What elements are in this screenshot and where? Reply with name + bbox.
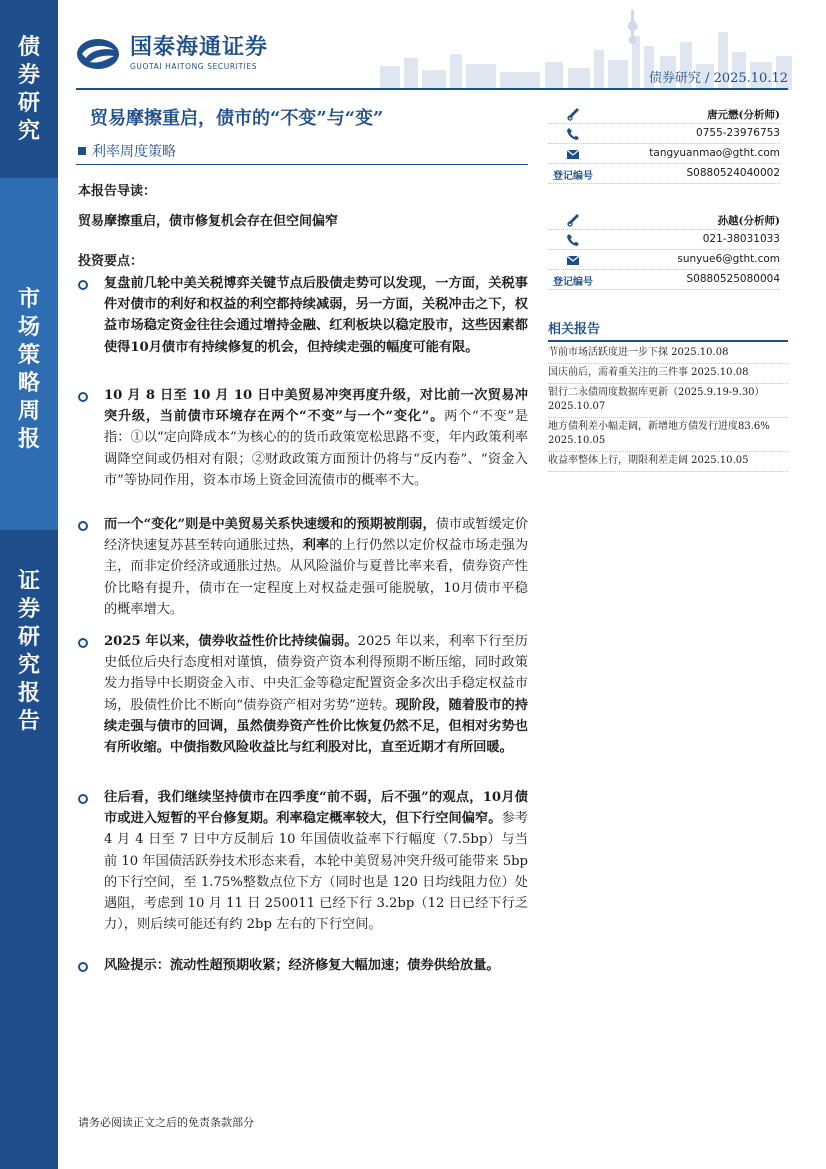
circle-bullet-icon [78,392,88,402]
related-report-link[interactable]: 国庆前后，需着重关注的三件事 2025.10.08 [548,364,788,384]
circle-bullet-icon [78,521,88,531]
related-reports-divider [548,340,788,342]
point-text-bold: 复盘前几轮中美关税博弈关键节点后股债走势可以发现，一方面，关税事件对债市的利好和权益的利空都持续减弱，另一方面，关税冲击之下，权益市场稳定资金往往会通过增持金融、红利板块以稳定股市，这些因素都使得10月债市有持续修复的机会，但持续走强的幅度可能有限。 [104,276,528,355]
related-report-link[interactable]: 节前市场活跃度进一步下探 2025.10.08 [548,344,788,364]
analyst-email[interactable]: tangyuanmao@gtht.com [649,147,780,159]
header-divider [76,88,788,90]
side-band-char: 证 [17,569,40,594]
investment-point [104,955,528,976]
side-band-char: 券 [17,63,40,88]
side-band-char: 研 [17,625,40,650]
analyst-name: 唐元懋(分析师) [707,109,780,121]
email-icon [566,253,580,267]
registration-number: S0880525080004 [686,273,780,285]
report-category-date: 债券研究 / 2025.10.12 [648,71,788,86]
side-band-char: 研 [17,91,40,116]
point-text: 的上行仍然以定价权益市场走强为主，而非定价经济或通胀过热。从风险溢价与夏普比率来看，债券资产性价比略有提升，债市在一定程度上对权益走强可能脱敏，10月债市平稳的概率增大。 [104,538,529,617]
phone-icon [566,127,580,141]
side-band-char: 债 [17,35,40,60]
point-text: 两个“不变”是指：①以“定向降成本”为核心的的货币政策宽松思路不变，年内政策利率调降空间或仍相对有限；②财政政策方面预计仍将与“反内卷”、“资金入市”等协同作用，资本市场上资金回流债市的概率不大。 [104,409,529,488]
logo-name-en: GUOTAI HAITONG SECURITIES [130,62,258,71]
point-text: 参考 4 月 4 日至 7 日中方反制后 10 年国债收益率下行幅度（7.5bp）与当前 10 年国债活跃券技术形态来看，本轮中美贸易冲突升级可能带来 5bp 的下行空间，至 1.75%整数点位下方（同时也是 120 日均线阻力位）处遇阻，考虑到 10 月 11 日 250011 已经下行 3.2bp（12 日已经下行乏力），则后续可能还有约 2bp 左右的下行空间。 [104,811,529,933]
related-reports-title: 相关报告 [548,322,601,337]
disclaimer-footer: 请务必阅读正文之后的免责条款部分 [78,1116,254,1129]
analyst-card [548,210,780,290]
report-title: 贸易摩擦重启，债市的“不变”与“变” [90,108,384,129]
phone-icon [566,233,580,247]
side-band-char: 市 [17,287,40,312]
analyst-email[interactable]: sunyue6@gtht.com [677,253,780,265]
point-text-bold: 2025 年以来，债券收益性价比持续偏弱。 [104,634,358,649]
side-band-char: 告 [17,709,40,734]
related-report-link[interactable]: 银行二永债周度数据库更新（2025.9.19-9.30） 2025.10.07 [548,384,788,418]
registration-label: 登记编号 [553,171,593,182]
investment-point [104,514,528,620]
investment-point [104,385,528,491]
side-band-category [0,0,58,178]
email-icon [566,147,580,161]
point-text: 2025 年以来，利率下行至历史低位后央行态度相对谨慎，债券资产资本利得预期不断压缩，同时政策发力指导中长期资金入市、中央汇金等稳定配置资金多次出手稳定权益市场，股债性价比不断向“债券资产相对劣势”逆转。 [104,634,528,713]
related-reports-list [548,344,788,472]
circle-bullet-icon [78,962,88,972]
registration-label: 登记编号 [553,277,593,288]
investment-point [104,273,528,358]
side-band-char: 报 [17,427,40,452]
circle-bullet-icon [78,638,88,648]
related-report-link[interactable]: 地方债利差小幅走阔，新增地方债发行进度83.6% 2025.10.05 [548,418,788,452]
point-text-bold: 现阶段，随着股市的持续走强与债市的回调，虽然债券资产性价比恢复仍然不足，但相对劣势也有所收缩。中债指数风险收益比与红利股对比，直至近期才有所回暖。 [104,697,529,756]
analyst-phone: 021-38031033 [702,233,780,245]
point-text-bold: 10 月 8 日至 10 月 10 日中美贸易冲突再度升级，对比前一次贸易冲突升级，当前债市环境存在两个“不变”与一个“变化”。 [104,388,528,425]
registration-number: S0880524040002 [686,167,780,179]
subtitle-divider [76,164,528,165]
side-band-type [0,178,58,530]
logo-mark-icon [76,38,120,70]
intro-text: 贸易摩擦重启，债市修复机会存在但空间偏窄 [78,214,339,229]
circle-bullet-icon [78,794,88,804]
side-band-char: 究 [17,653,40,678]
side-band-report [0,530,58,1169]
side-band-char: 券 [17,597,40,622]
point-text: 债市或暂缓定价经济快速复苏甚至转向通胀过热， [104,517,529,554]
report-subtitle [78,141,176,161]
investment-points-label: 投资要点： [78,254,144,269]
analyst-card [548,104,780,184]
investment-point [104,631,528,758]
point-text-bold: 利率 [302,538,330,554]
report-subtitle-text: 利率周度策略 [92,144,176,160]
analyst-name: 孙越(分析师) [717,215,780,227]
pen-icon [566,107,580,121]
point-text-bold: 而一个“变化”则是中美贸易关系快速缓和的预期被削弱， [104,517,436,532]
side-band-char: 场 [17,315,40,340]
square-bullet-icon [78,147,86,155]
analyst-phone: 0755-23976753 [696,127,780,139]
circle-bullet-icon [78,280,88,290]
intro-label: 本报告导读： [78,184,157,199]
side-band-char: 究 [17,119,40,144]
point-text-bold: 风险提示：流动性超预期收紧；经济修复大幅加速；债券供给放量。 [104,958,500,973]
related-report-link[interactable]: 收益率整体上行，期限利差走阔 2025.10.05 [548,452,788,472]
side-band-char: 报 [17,681,40,706]
side-band [0,0,58,1169]
point-text-bold: 往后看，我们继续坚持债市在四季度“前不弱，后不强”的观点，10月债市或进入短暂的平台修复期。利率稳定概率较大，但下行空间偏窄。 [104,790,528,827]
side-band-char: 周 [17,399,40,424]
side-band-char: 略 [17,371,40,396]
pen-icon [566,213,580,227]
side-band-char: 策 [17,343,40,368]
logo-name-cn: 国泰海通证券 [130,35,269,60]
investment-point [104,787,528,935]
company-logo [76,36,268,71]
